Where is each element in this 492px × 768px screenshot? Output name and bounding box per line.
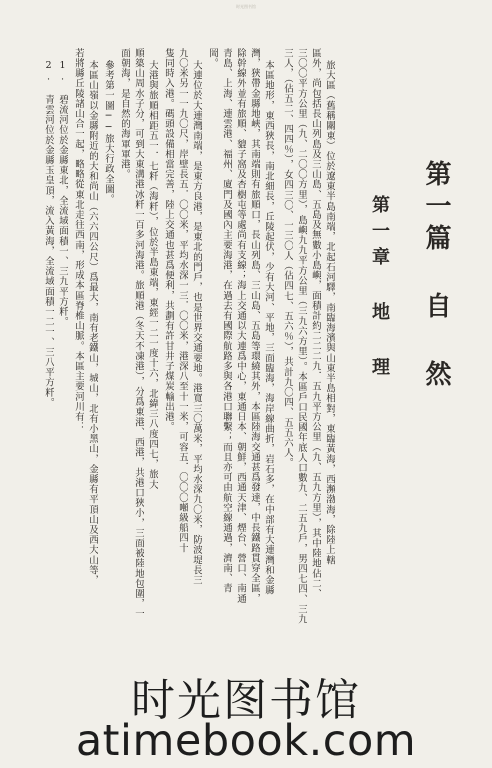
body-column: 三人，（佔五二、四四％），女四三〇、一三〇人（佔四七、五六％），共計九〇四、五五六人。 xyxy=(282,48,293,468)
body-column: 大港與旅順相距五一．七粁（海粁），位於半島東端，東經一二一度十六，北緯三八度四七，旅大 xyxy=(147,60,158,490)
body-column: 隻同時入港。碼頭設備相當完善，陸上交通也甚爲便利，共劃有許甘井子煤炭輸出港。 xyxy=(163,48,174,432)
chapter-title: 第一章 地 理 xyxy=(369,195,390,383)
body-column: 旅大區（舊稱關東）位於遼東半島南端，北起石河驛，南臨海濱與山東半島相對，東臨黃海，西瀕渤海，除陸上轄 xyxy=(324,60,335,565)
body-column: 本區山嶺以金縣附近的大和尚山（六六四公尺）爲最大，南有老鐵山，城山，北有小黑山，金縣有平頂山及西大山等， xyxy=(87,60,98,586)
list-item: 1. 碧流河位於金縣東北，全流域面積一、三九平方粁。 xyxy=(57,60,68,327)
body-column: 大連位於大連灣南端，是東方良港，是東北的門戶，也是世界交通要地。港寬三〇萬米，平均水深九〇米，防波堤長三 xyxy=(191,60,202,586)
body-column: 若將縣丘陵諸山合一起，略略從東北走往西南，形成本區脊椎山脈。本區主要河川有： xyxy=(73,48,84,432)
watermark-url: atimebook.com xyxy=(75,716,417,766)
body-column: 面朝海，是自然的海軍軍港。 xyxy=(119,48,130,180)
watermark-chinese: 时光图书馆 xyxy=(131,675,361,726)
body-column: 灣，狹帶金縣地峽，其南端則有旅順口，長山列島、三山島、五島等環繞其外，本區陸海交通甚爲發達，中長鐵路貫穿全區， xyxy=(249,48,260,604)
part-title: 第一篇 自 然 xyxy=(421,160,451,392)
body-column: 三〇〇平方公里（九、二〇〇方里），島嶼九九平方公里（三九六方里）。本區戶口民國年底人口數九、二五九戶，男四七四、三九 xyxy=(296,48,307,625)
body-column: 區外，尚包括長山列島及三山島、五島及無數小島嶼，面積計約二二二九．五九平方公里（九、五九方里），其中陸地佔二、 xyxy=(310,48,321,599)
body-column: 岡。 xyxy=(207,48,218,69)
body-column: 本區地形，東西狹長，南北細長，丘陵起伏，少有大河、平地，三面臨海，海岸線曲折，岩石多，在中部有大連灣和金縣 xyxy=(263,60,274,596)
body-column: 青島、上海、連雲港、福州、廈門及國內主要海港，在過去有國際航路多與各港口聯繫；而且亦可由航空線通過，濟南、青 xyxy=(221,48,232,594)
body-column: 除幹線外並有旅順、貔子窩及杏樹屯等處尚有支線；海上交通以大連爲中心，東通日本、朝鮮，西通天津、煙台、營口、南通 xyxy=(235,48,246,604)
body-column: 順築山周水子分，可到大東溝港冰粁一百多河海港。旅順港（冬天不凍港），分爲東港、西港，共港口狹小，三面被陸地包圍，一 xyxy=(133,48,144,619)
list-item: 2. 青雲河位於金縣玉皇頂，流入黃海，全流域面積一二一、三八平方粁。 xyxy=(43,60,54,408)
body-column: 九〇米另一一九〇尺，岸壁長五．〇〇米，平均水深一三．〇〇米，港深八至十一米，可容五．〇〇〇噸級船四十 xyxy=(177,48,188,553)
body-column: 參考第一圖──旅大行政全圖。 xyxy=(103,60,114,205)
header-watermark: 时光图书馆 xyxy=(236,4,256,9)
